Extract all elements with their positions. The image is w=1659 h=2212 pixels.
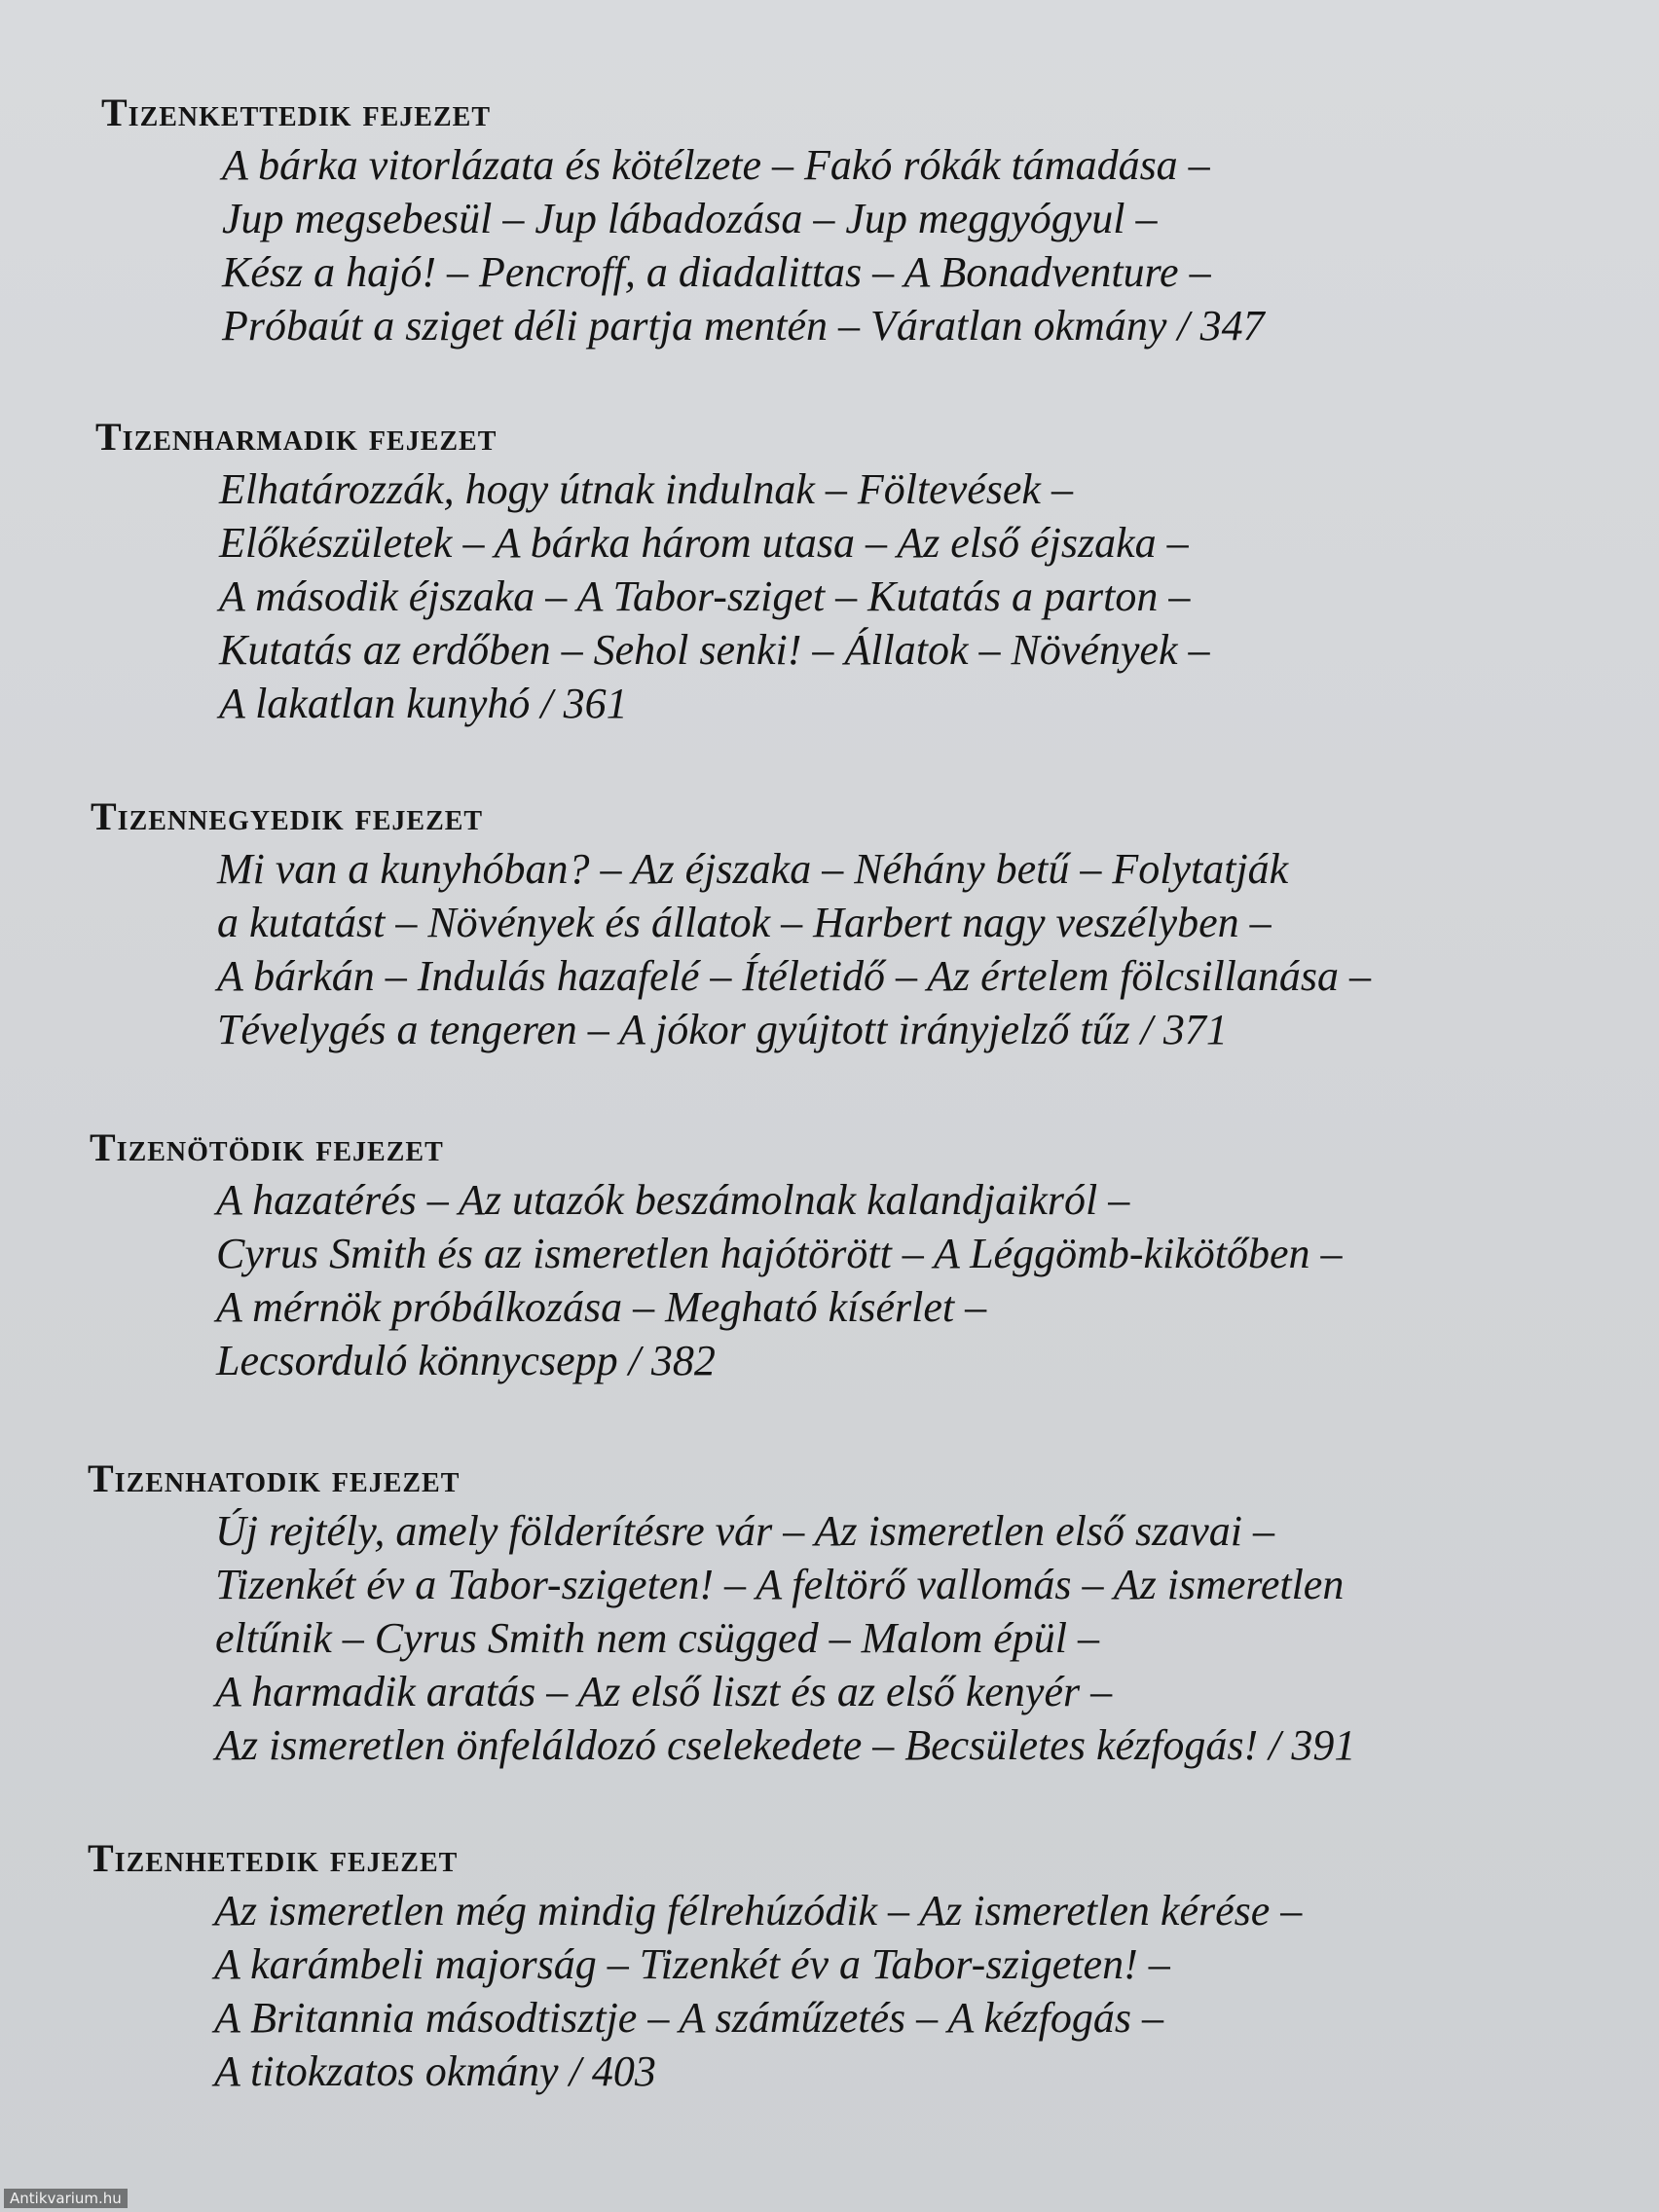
chapter-15 <box>0 1124 1659 1387</box>
chapter-14 <box>0 793 1659 1056</box>
summary-line: Az ismeretlen még mindig félrehúzódik – Az ismeretlen kérése – <box>214 1887 1303 1935</box>
summary-line: Jup megsebesül – Jup lábadozása – Jup meggyógyul – <box>222 195 1158 242</box>
chapter-summary <box>214 1884 1659 2098</box>
summary-line: A bárkán – Indulás hazafelé – Ítéletidő – Az értelem fölcsillanása – <box>217 952 1372 1000</box>
summary-line: Próbaút a sziget déli partja mentén – Váratlan okmány / 347 <box>222 302 1265 350</box>
summary-line: A karámbeli majorság – Tizenkét év a Tabor-szigeten! – <box>214 1940 1170 1988</box>
summary-line: A mérnök próbálkozása – Megható kísérlet – <box>216 1283 987 1331</box>
chapter-heading: Tizenkettedik fejezet <box>101 91 492 134</box>
summary-line: Kutatás az erdőben – Sehol senki! – Állatok – Növények – <box>219 626 1210 674</box>
chapter-heading: Tizenhatodik fejezet <box>88 1456 461 1500</box>
chapter-16 <box>0 1456 1659 1772</box>
watermark: Antikvarium.hu <box>4 2189 128 2208</box>
chapter-summary <box>217 842 1659 1056</box>
summary-line: A második éjszaka – A Tabor-sziget – Kutatás a parton – <box>219 572 1191 620</box>
chapter-12 <box>0 90 1659 352</box>
summary-line: A harmadik aratás – Az első liszt és az első kenyér – <box>215 1668 1113 1715</box>
summary-line: Lecsorduló könnycsepp / 382 <box>216 1337 716 1384</box>
summary-line: Új rejtély, amely földerítésre vár – Az ismeretlen első szavai – <box>215 1507 1274 1555</box>
summary-line: A Britannia másodtisztje – A száműzetés – A kézfogás – <box>214 1994 1163 2042</box>
summary-line: Mi van a kunyhóban? – Az éjszaka – Néhány betű – Folytatják <box>217 845 1289 893</box>
chapter-heading: Tizennegyedik fejezet <box>91 794 484 838</box>
chapter-17 <box>0 1835 1659 2098</box>
summary-line: Cyrus Smith és az ismeretlen hajótörött – A Léggömb-kikötőben – <box>216 1230 1343 1277</box>
chapter-heading: Tizenharmadik fejezet <box>95 415 498 459</box>
summary-line: A lakatlan kunyhó / 361 <box>219 680 628 727</box>
summary-line: Kész a hajó! – Pencroff, a diadalittas – A Bonadventure – <box>222 248 1211 296</box>
summary-line: Előkészületek – A bárka három utasa – Az első éjszaka – <box>219 519 1189 567</box>
chapter-summary <box>222 138 1659 352</box>
chapter-summary <box>219 462 1659 730</box>
summary-line: Tizenkét év a Tabor-szigeten! – A feltörő vallomás – Az ismeretlen <box>215 1561 1345 1608</box>
chapter-heading: Tizenhetedik fejezet <box>88 1836 459 1880</box>
summary-line: Elhatározzák, hogy útnak indulnak – Föltevések – <box>219 465 1073 513</box>
summary-line: eltűnik – Cyrus Smith nem csügged – Malom épül – <box>215 1614 1099 1662</box>
summary-line: Az ismeretlen önfeláldozó cselekedete – Becsületes kézfogás! / 391 <box>215 1721 1356 1769</box>
chapter-heading: Tizenötödik fejezet <box>90 1125 444 1169</box>
chapter-13 <box>0 414 1659 730</box>
summary-line: A titokzatos okmány / 403 <box>214 2047 656 2095</box>
summary-line: Tévelygés a tengeren – A jókor gyújtott irányjelző tűz / 371 <box>217 1006 1228 1053</box>
summary-line: a kutatást – Növények és állatok – Harbert nagy veszélyben – <box>217 899 1272 946</box>
summary-line: A hazatérés – Az utazók beszámolnak kalandjaikról – <box>216 1176 1130 1224</box>
summary-line: A bárka vitorlázata és kötélzete – Fakó rókák támadása – <box>222 141 1210 189</box>
chapter-summary <box>216 1173 1659 1387</box>
chapter-summary <box>215 1504 1659 1772</box>
